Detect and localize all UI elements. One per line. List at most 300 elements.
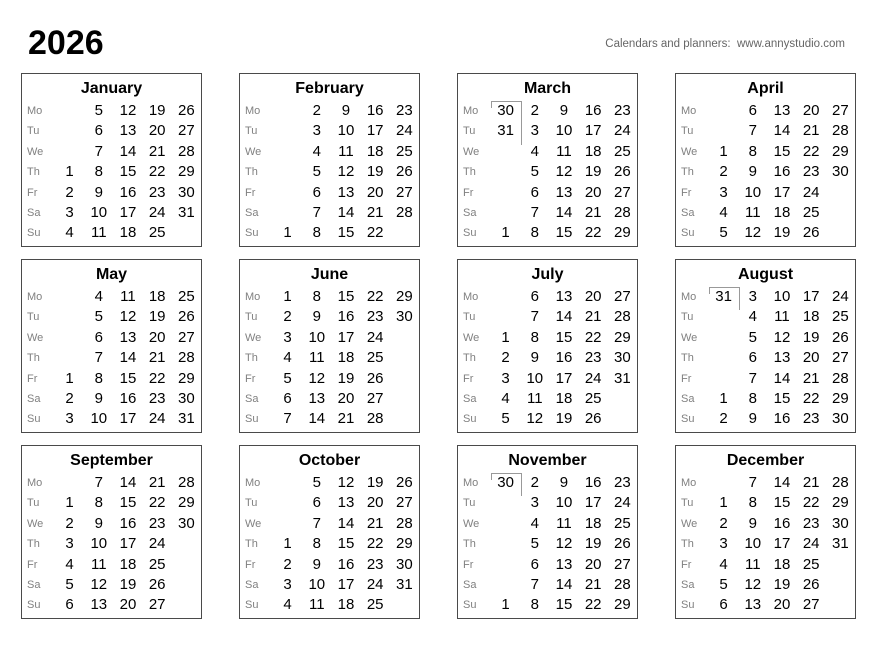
day-label: Tu	[463, 125, 476, 138]
day-cell: 11	[556, 514, 572, 532]
day-label: Mo	[681, 291, 697, 303]
day-cell: 21	[802, 369, 820, 387]
day-cell: 3	[501, 369, 510, 387]
day-cell: 16	[366, 102, 384, 119]
day-label: Su	[463, 227, 477, 240]
day-cell: 13	[119, 122, 137, 140]
day-cell: 25	[366, 596, 384, 614]
day-cell-empty	[172, 534, 201, 554]
day-cell: 23	[148, 514, 166, 532]
month-grid	[458, 287, 637, 430]
day-cell: 2	[719, 514, 728, 532]
day-cell: 27	[832, 349, 849, 367]
day-cell: 26	[366, 369, 384, 387]
day-label: Tu	[681, 125, 694, 138]
day-label: Fr	[245, 558, 256, 571]
day-cell: 18	[584, 142, 602, 160]
day-cell: 30	[832, 514, 849, 532]
day-cell: 15	[119, 163, 137, 181]
day-cell: 3	[283, 575, 292, 593]
day-cell: 13	[773, 102, 791, 119]
day-cell: 9	[748, 163, 757, 181]
day-cell: 27	[614, 183, 631, 201]
day-cell: 25	[148, 224, 166, 242]
day-cell: 15	[119, 369, 137, 387]
month-title: February	[295, 80, 364, 97]
day-label: We	[681, 145, 698, 158]
day-cell: 16	[773, 410, 791, 428]
day-label: Fr	[27, 186, 38, 199]
day-cell: 13	[119, 328, 137, 346]
month-title: April	[747, 80, 784, 97]
day-cell: 3	[283, 328, 292, 346]
day-cell: 7	[530, 308, 539, 326]
day-cell-empty	[608, 389, 637, 409]
day-cell: 19	[555, 410, 573, 428]
day-cell: 16	[119, 389, 137, 407]
day-label: We	[681, 517, 698, 530]
month-grid	[458, 473, 637, 616]
day-cell: 9	[94, 514, 103, 532]
day-label: Su	[27, 227, 41, 240]
day-cell: 4	[65, 555, 74, 573]
month-title: December	[726, 452, 805, 469]
day-cell: 10	[555, 122, 573, 140]
day-label: Fr	[245, 372, 256, 385]
day-cell: 22	[148, 163, 166, 181]
day-cell-empty	[390, 369, 419, 389]
day-cell-empty	[172, 223, 201, 243]
day-label: Sa	[463, 578, 477, 591]
day-cell: 28	[178, 474, 195, 491]
day-cell: 11	[120, 288, 136, 305]
day-label: Sa	[245, 206, 259, 219]
day-cell: 28	[614, 203, 631, 221]
day-cell: 9	[559, 474, 569, 491]
day-cell: 26	[832, 328, 849, 346]
day-label: We	[463, 331, 480, 344]
day-label: We	[681, 331, 698, 344]
day-label: We	[27, 331, 44, 344]
day-cell: 10	[773, 288, 791, 305]
day-cell: 25	[832, 308, 849, 326]
day-cell: 4	[501, 389, 510, 407]
day-cell: 11	[308, 349, 325, 367]
day-label: Mo	[681, 105, 697, 117]
day-cell: 25	[178, 288, 195, 305]
day-cell: 6	[530, 183, 539, 201]
day-cell-empty	[55, 473, 84, 493]
day-cell: 5	[719, 575, 728, 593]
day-cell: 20	[119, 596, 137, 614]
day-label: Fr	[681, 186, 692, 199]
day-cell: 29	[614, 328, 631, 346]
day-label: Su	[463, 599, 477, 612]
day-cell: 23	[148, 389, 166, 407]
day-cell: 24	[832, 288, 849, 305]
day-cell: 27	[148, 596, 166, 614]
day-cell: 15	[555, 596, 573, 614]
day-cell: 7	[94, 474, 103, 491]
day-cell: 4	[719, 203, 728, 221]
day-cell: 16	[584, 102, 602, 119]
day-cell-empty	[390, 223, 419, 243]
day-cell: 6	[283, 389, 292, 407]
day-cell: 6	[65, 596, 74, 614]
day-cell: 4	[530, 514, 539, 532]
day-cell-empty	[709, 369, 738, 389]
day-cell-empty	[55, 287, 84, 307]
day-cell: 21	[802, 122, 820, 140]
day-cell: 28	[832, 122, 849, 140]
day-cell: 25	[802, 203, 820, 221]
day-label: Tu	[27, 497, 40, 510]
day-cell: 19	[584, 163, 602, 181]
day-cell: 28	[614, 575, 631, 593]
day-cell: 31	[497, 122, 514, 140]
day-cell: 30	[614, 349, 631, 367]
month-january	[21, 73, 202, 247]
day-cell: 15	[773, 142, 791, 160]
day-cell: 29	[614, 596, 631, 614]
month-grid	[22, 287, 201, 430]
day-cell: 9	[748, 514, 757, 532]
day-cell: 4	[312, 142, 321, 160]
day-cell: 19	[773, 575, 791, 593]
day-cell: 9	[559, 102, 569, 119]
day-cell-empty	[390, 409, 419, 429]
month-may	[21, 259, 202, 433]
day-cell: 23	[366, 308, 384, 326]
day-cell: 26	[396, 474, 413, 491]
day-cell: 22	[802, 494, 820, 512]
day-cell: 7	[94, 142, 103, 160]
day-cell: 23	[148, 183, 166, 201]
day-label: Su	[681, 413, 695, 426]
day-cell: 19	[366, 474, 384, 491]
day-label: Th	[27, 538, 40, 551]
day-cell: 21	[148, 474, 166, 491]
day-cell: 25	[148, 555, 166, 573]
day-cell: 5	[312, 474, 321, 491]
day-cell: 26	[178, 308, 195, 326]
day-cell: 5	[530, 535, 539, 553]
day-cell: 18	[337, 596, 355, 614]
day-cell: 1	[501, 328, 510, 346]
day-cell: 3	[530, 122, 539, 140]
day-cell-empty	[55, 348, 84, 368]
day-cell: 17	[337, 328, 355, 346]
credit-text: Calendars and planners: www.annystudio.com	[605, 38, 845, 50]
day-label: Sa	[27, 206, 41, 219]
day-cell: 9	[94, 183, 103, 201]
day-cell: 7	[530, 203, 539, 221]
day-cell: 2	[312, 102, 321, 119]
day-cell: 6	[94, 122, 103, 140]
day-cell: 9	[341, 102, 351, 119]
day-cell: 24	[148, 535, 166, 553]
month-title: January	[80, 80, 143, 97]
day-cell: 19	[148, 308, 166, 326]
day-cell: 25	[584, 389, 602, 407]
day-label: Tu	[245, 125, 258, 138]
day-cell: 8	[530, 596, 539, 614]
day-cell: 27	[396, 494, 413, 512]
day-cell: 12	[744, 575, 762, 593]
day-cell: 10	[308, 328, 326, 346]
month-title: September	[70, 452, 153, 469]
day-cell: 26	[802, 575, 820, 593]
day-cell: 15	[337, 224, 355, 242]
day-cell: 30	[178, 389, 195, 407]
day-cell: 4	[283, 596, 292, 614]
day-cell: 21	[337, 410, 355, 428]
day-cell: 4	[283, 349, 292, 367]
day-cell: 3	[65, 535, 74, 553]
day-cell: 27	[396, 183, 413, 201]
day-cell: 7	[283, 410, 292, 428]
day-cell: 17	[555, 369, 573, 387]
day-cell: 14	[773, 122, 791, 140]
month-november	[457, 445, 638, 619]
day-cell: 18	[802, 308, 820, 326]
day-cell: 20	[148, 122, 166, 140]
day-cell-empty	[709, 328, 738, 348]
day-cell: 8	[312, 224, 321, 242]
day-cell: 8	[94, 163, 103, 181]
day-cell: 31	[832, 535, 849, 553]
day-cell: 12	[555, 535, 573, 553]
month-title: August	[737, 266, 794, 283]
day-cell: 21	[148, 142, 166, 160]
day-cell: 31	[614, 369, 631, 387]
day-label: Su	[463, 413, 477, 426]
day-cell: 14	[119, 142, 137, 160]
day-cell: 20	[802, 349, 820, 367]
day-cell: 1	[65, 163, 74, 181]
day-label: Sa	[463, 392, 477, 405]
month-grid	[240, 473, 419, 616]
day-cell: 4	[65, 224, 74, 242]
day-cell: 10	[90, 203, 108, 221]
day-cell: 19	[337, 369, 355, 387]
day-cell: 14	[337, 514, 355, 532]
day-cell: 27	[178, 328, 195, 346]
day-cell: 18	[119, 224, 137, 242]
day-label: Th	[463, 166, 476, 179]
day-cell: 20	[773, 596, 791, 614]
month-grid	[676, 287, 855, 430]
day-cell: 15	[337, 288, 355, 305]
day-cell: 18	[119, 555, 137, 573]
day-cell-empty	[491, 555, 520, 575]
month-march	[457, 73, 638, 247]
day-cell: 28	[832, 474, 849, 491]
day-cell: 7	[312, 203, 321, 221]
day-cell: 24	[366, 328, 384, 346]
day-cell: 18	[773, 555, 791, 573]
day-cell: 28	[614, 308, 631, 326]
month-april	[675, 73, 856, 247]
day-label: Tu	[245, 497, 258, 510]
day-cell-empty	[491, 162, 520, 182]
day-cell: 17	[119, 535, 137, 553]
day-label: We	[27, 145, 44, 158]
day-cell: 26	[614, 535, 631, 553]
day-cell: 28	[396, 514, 413, 532]
day-label: Th	[681, 352, 694, 365]
day-cell-empty	[826, 223, 855, 243]
day-cell-empty	[491, 287, 520, 307]
day-cell: 25	[614, 142, 631, 160]
day-cell: 30	[396, 555, 413, 573]
day-label: Su	[245, 599, 259, 612]
day-label: Th	[681, 166, 694, 179]
day-label: Tu	[27, 125, 40, 138]
day-cell-empty	[826, 555, 855, 575]
month-september	[21, 445, 202, 619]
day-cell: 2	[530, 102, 539, 119]
month-title: June	[310, 266, 349, 283]
day-cell: 17	[802, 288, 820, 305]
day-cell: 24	[802, 183, 820, 201]
day-label: Mo	[681, 477, 697, 489]
day-label: Fr	[681, 558, 692, 571]
day-cell: 27	[802, 596, 820, 614]
day-cell-empty	[172, 575, 201, 595]
day-cell-empty	[608, 409, 637, 429]
day-cell: 22	[366, 288, 384, 305]
day-cell: 16	[555, 349, 573, 367]
month-october	[239, 445, 420, 619]
day-label: Th	[463, 538, 476, 551]
day-cell: 22	[366, 535, 384, 553]
day-cell: 16	[119, 183, 137, 201]
day-cell: 9	[312, 555, 321, 573]
day-cell: 6	[748, 102, 757, 119]
day-cell: 22	[366, 224, 384, 242]
day-cell: 2	[65, 514, 74, 532]
day-label: Fr	[245, 186, 256, 199]
day-cell: 20	[584, 183, 602, 201]
day-cell: 21	[148, 349, 166, 367]
day-label: Th	[27, 352, 40, 365]
day-cell: 16	[773, 514, 791, 532]
day-cell: 8	[748, 494, 757, 512]
day-cell: 17	[119, 410, 137, 428]
day-cell: 7	[748, 122, 757, 140]
day-label: We	[463, 517, 480, 530]
month-august	[675, 259, 856, 433]
day-cell: 5	[530, 163, 539, 181]
day-cell: 3	[719, 183, 728, 201]
day-cell-empty	[491, 142, 520, 162]
day-cell-empty	[390, 595, 419, 615]
day-label: Fr	[27, 372, 38, 385]
day-label: Mo	[245, 477, 261, 489]
day-label: Fr	[463, 186, 474, 199]
day-cell: 17	[584, 122, 602, 140]
day-cell: 14	[119, 349, 137, 367]
day-label: Th	[463, 352, 476, 365]
day-cell: 1	[719, 494, 728, 512]
day-label: Sa	[245, 392, 259, 405]
day-cell: 12	[526, 410, 544, 428]
day-cell: 24	[148, 203, 166, 221]
day-label: Fr	[463, 372, 474, 385]
day-cell: 12	[773, 328, 791, 346]
day-label: Sa	[681, 392, 695, 405]
day-cell: 13	[308, 389, 326, 407]
day-cell: 13	[555, 288, 573, 305]
day-cell: 5	[94, 102, 103, 119]
day-cell: 27	[614, 288, 631, 305]
day-label: Sa	[463, 206, 477, 219]
day-cell: 18	[584, 514, 602, 532]
day-cell: 2	[65, 183, 74, 201]
day-label: Su	[681, 227, 695, 240]
day-cell-empty	[390, 328, 419, 348]
day-cell-empty	[826, 183, 855, 203]
day-label: Sa	[27, 578, 41, 591]
day-cell: 5	[748, 328, 757, 346]
day-label: Th	[245, 538, 258, 551]
day-cell: 10	[308, 575, 326, 593]
day-cell: 8	[748, 142, 757, 160]
day-cell: 16	[119, 514, 137, 532]
day-cell-empty	[273, 142, 302, 162]
day-cell-empty	[390, 348, 419, 368]
day-cell-empty	[491, 534, 520, 554]
day-cell-empty	[55, 142, 84, 162]
day-cell: 10	[90, 535, 108, 553]
day-label: Mo	[245, 105, 261, 117]
day-cell: 8	[312, 288, 321, 305]
day-cell: 13	[773, 349, 791, 367]
day-cell: 11	[90, 555, 107, 573]
day-cell: 11	[526, 389, 543, 407]
day-cell: 29	[178, 494, 195, 512]
day-cell-empty	[172, 595, 201, 615]
day-cell: 8	[530, 224, 539, 242]
day-cell-empty	[491, 183, 520, 203]
day-cell: 22	[584, 596, 602, 614]
month-title: July	[531, 266, 564, 283]
day-cell: 11	[556, 142, 572, 160]
day-cell-empty	[826, 595, 855, 615]
day-cell: 21	[366, 203, 384, 221]
day-label: We	[245, 145, 262, 158]
month-title: November	[508, 452, 587, 469]
day-cell: 15	[337, 535, 355, 553]
day-cell: 13	[555, 555, 573, 573]
day-cell: 8	[748, 389, 757, 407]
day-label: Th	[245, 352, 258, 365]
day-cell: 15	[555, 328, 573, 346]
day-cell: 22	[148, 369, 166, 387]
day-cell: 1	[283, 224, 292, 242]
day-cell: 21	[584, 203, 602, 221]
day-cell: 27	[832, 102, 849, 119]
month-grid	[22, 101, 201, 244]
day-cell: 30	[832, 410, 849, 428]
day-label: Sa	[681, 206, 695, 219]
day-cell: 29	[832, 389, 849, 407]
day-cell: 8	[530, 328, 539, 346]
day-cell: 18	[148, 288, 166, 305]
day-cell: 22	[584, 224, 602, 242]
month-title: October	[298, 452, 361, 469]
